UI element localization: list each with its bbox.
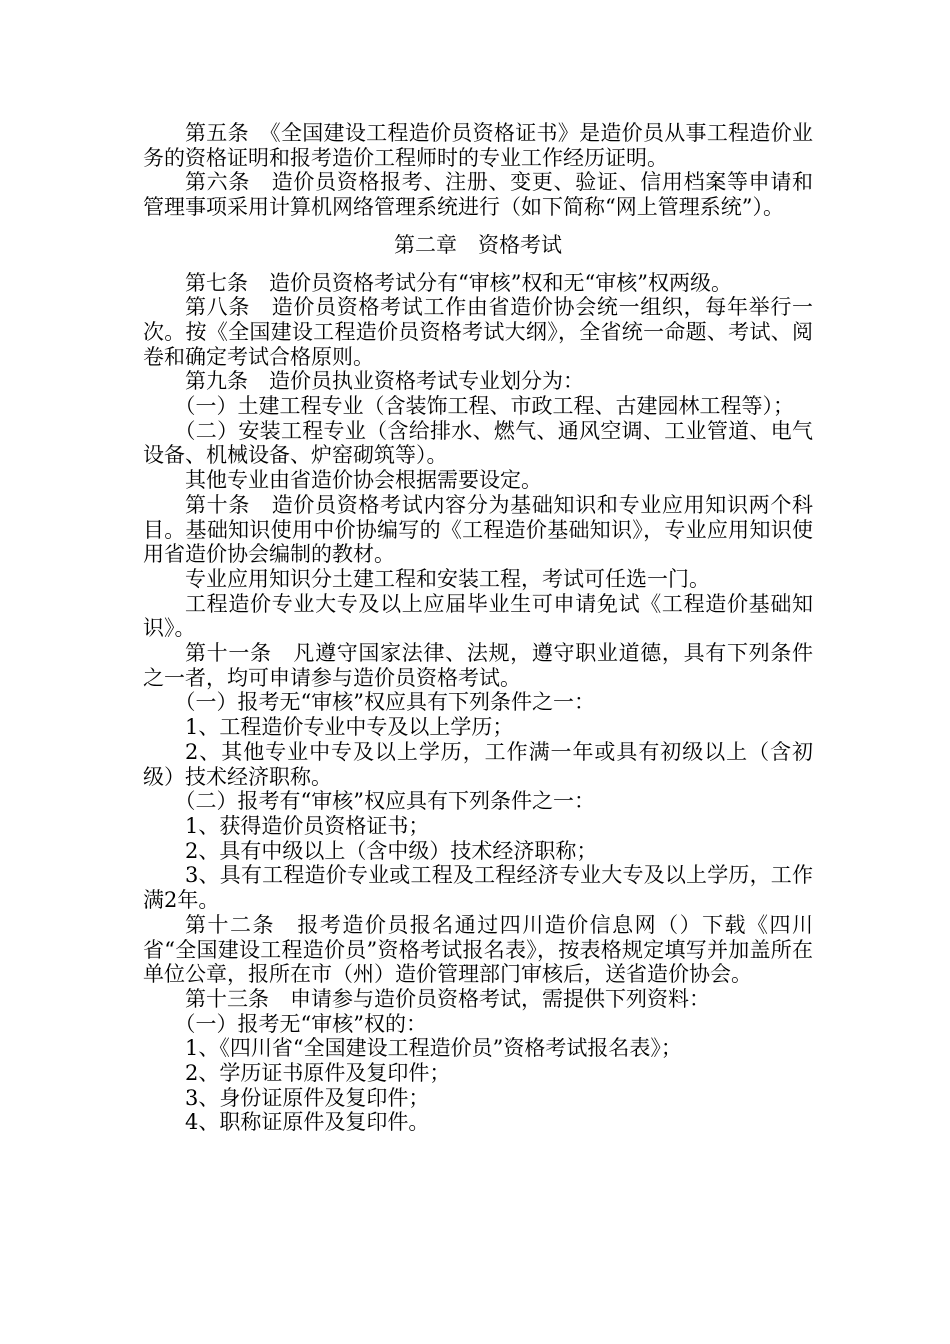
list-item: （一）报考无“审核”权应具有下列条件之一： — [174, 690, 595, 715]
list-item: 3、身份证原件及复印件； — [185, 1085, 430, 1110]
article-9: 第九条 造价员执业资格考试专业划分为： — [185, 369, 584, 394]
document-body — [143, 121, 813, 1135]
paragraph: 专业应用知识分土建工程和安装工程，考试可任选一门。 — [185, 566, 710, 591]
paragraph: 其他专业由省造价协会根据需要设定。 — [185, 468, 542, 493]
list-item: 2、具有中级以上（含中级）技术经济职称； — [185, 838, 598, 863]
list-item: 2、其他专业中专及以上学历，工作满一年或具有初级以上（含初级）技术经济职称。 — [143, 739, 813, 789]
list-item: （一）土建工程专业（含装饰工程、市政工程、古建园林工程等）； — [174, 394, 794, 419]
article-6: 第六条 造价员资格报考、注册、变更、验证、信用档案等申请和管理事项采用计算机网络管理系统进行（如下简称“网上管理系统”）。 — [143, 170, 813, 220]
article-12: 第十二条 报考造价员报名通过四川造价信息网（）下载《四川省“全国建设工程造价员”资格考试报名表》，按表格规定填写并加盖所在单位公章，报所在市（州）造价管理部门审核后，送省造价协会。 — [143, 912, 813, 987]
article-8: 第八条 造价员资格考试工作由省造价协会统一组织，每年举行一次。按《全国建设工程造价员资格考试大纲》，全省统一命题、考试、阅卷和确定考试合格原则。 — [143, 295, 813, 369]
list-item: 3、具有工程造价专业或工程及工程经济专业大专及以上学历，工作满2年。 — [143, 863, 813, 913]
article-7: 第七条 造价员资格考试分有“审核”权和无“审核”权两级。 — [185, 270, 732, 295]
list-item: 1、工程造价专业中专及以上学历； — [185, 715, 514, 740]
article-11: 第十一条 凡遵守国家法律、法规，遵守职业道德，具有下列条件之一者，均可申请参与造价员资格考试。 — [143, 641, 813, 690]
article-5: 第五条 《全国建设工程造价员资格证书》是造价员从事工程造价业务的资格证明和报考造价工程师时的专业工作经历证明。 — [143, 121, 813, 170]
list-item: 1、获得造价员资格证书； — [185, 813, 430, 838]
list-item: 1、《四川省“全国建设工程造价员”资格考试报名表》； — [185, 1036, 682, 1061]
article-13: 第十三条 申请参与造价员资格考试，需提供下列资料： — [185, 986, 710, 1011]
list-item: 4、职称证原件及复印件。 — [185, 1110, 430, 1135]
list-item: （一）报考无“审核”权的： — [174, 1011, 427, 1036]
chapter-heading: 第二章 资格考试 — [394, 232, 562, 257]
list-item: 2、学历证书原件及复印件； — [185, 1061, 451, 1086]
paragraph: 工程造价专业大专及以上应届毕业生可申请免试《工程造价基础知识》。 — [143, 591, 813, 641]
article-10: 第十条 造价员资格考试内容分为基础知识和专业应用知识两个科目。基础知识使用中价协编写的《工程造价基础知识》，专业应用知识使用省造价协会编制的教材。 — [143, 492, 813, 567]
list-item: （二）安装工程专业（含给排水、燃气、通风空调、工业管道、电气设备、机械设备、炉窑砌筑等）。 — [143, 418, 813, 468]
list-item: （二）报考有“审核”权应具有下列条件之一： — [174, 789, 595, 814]
